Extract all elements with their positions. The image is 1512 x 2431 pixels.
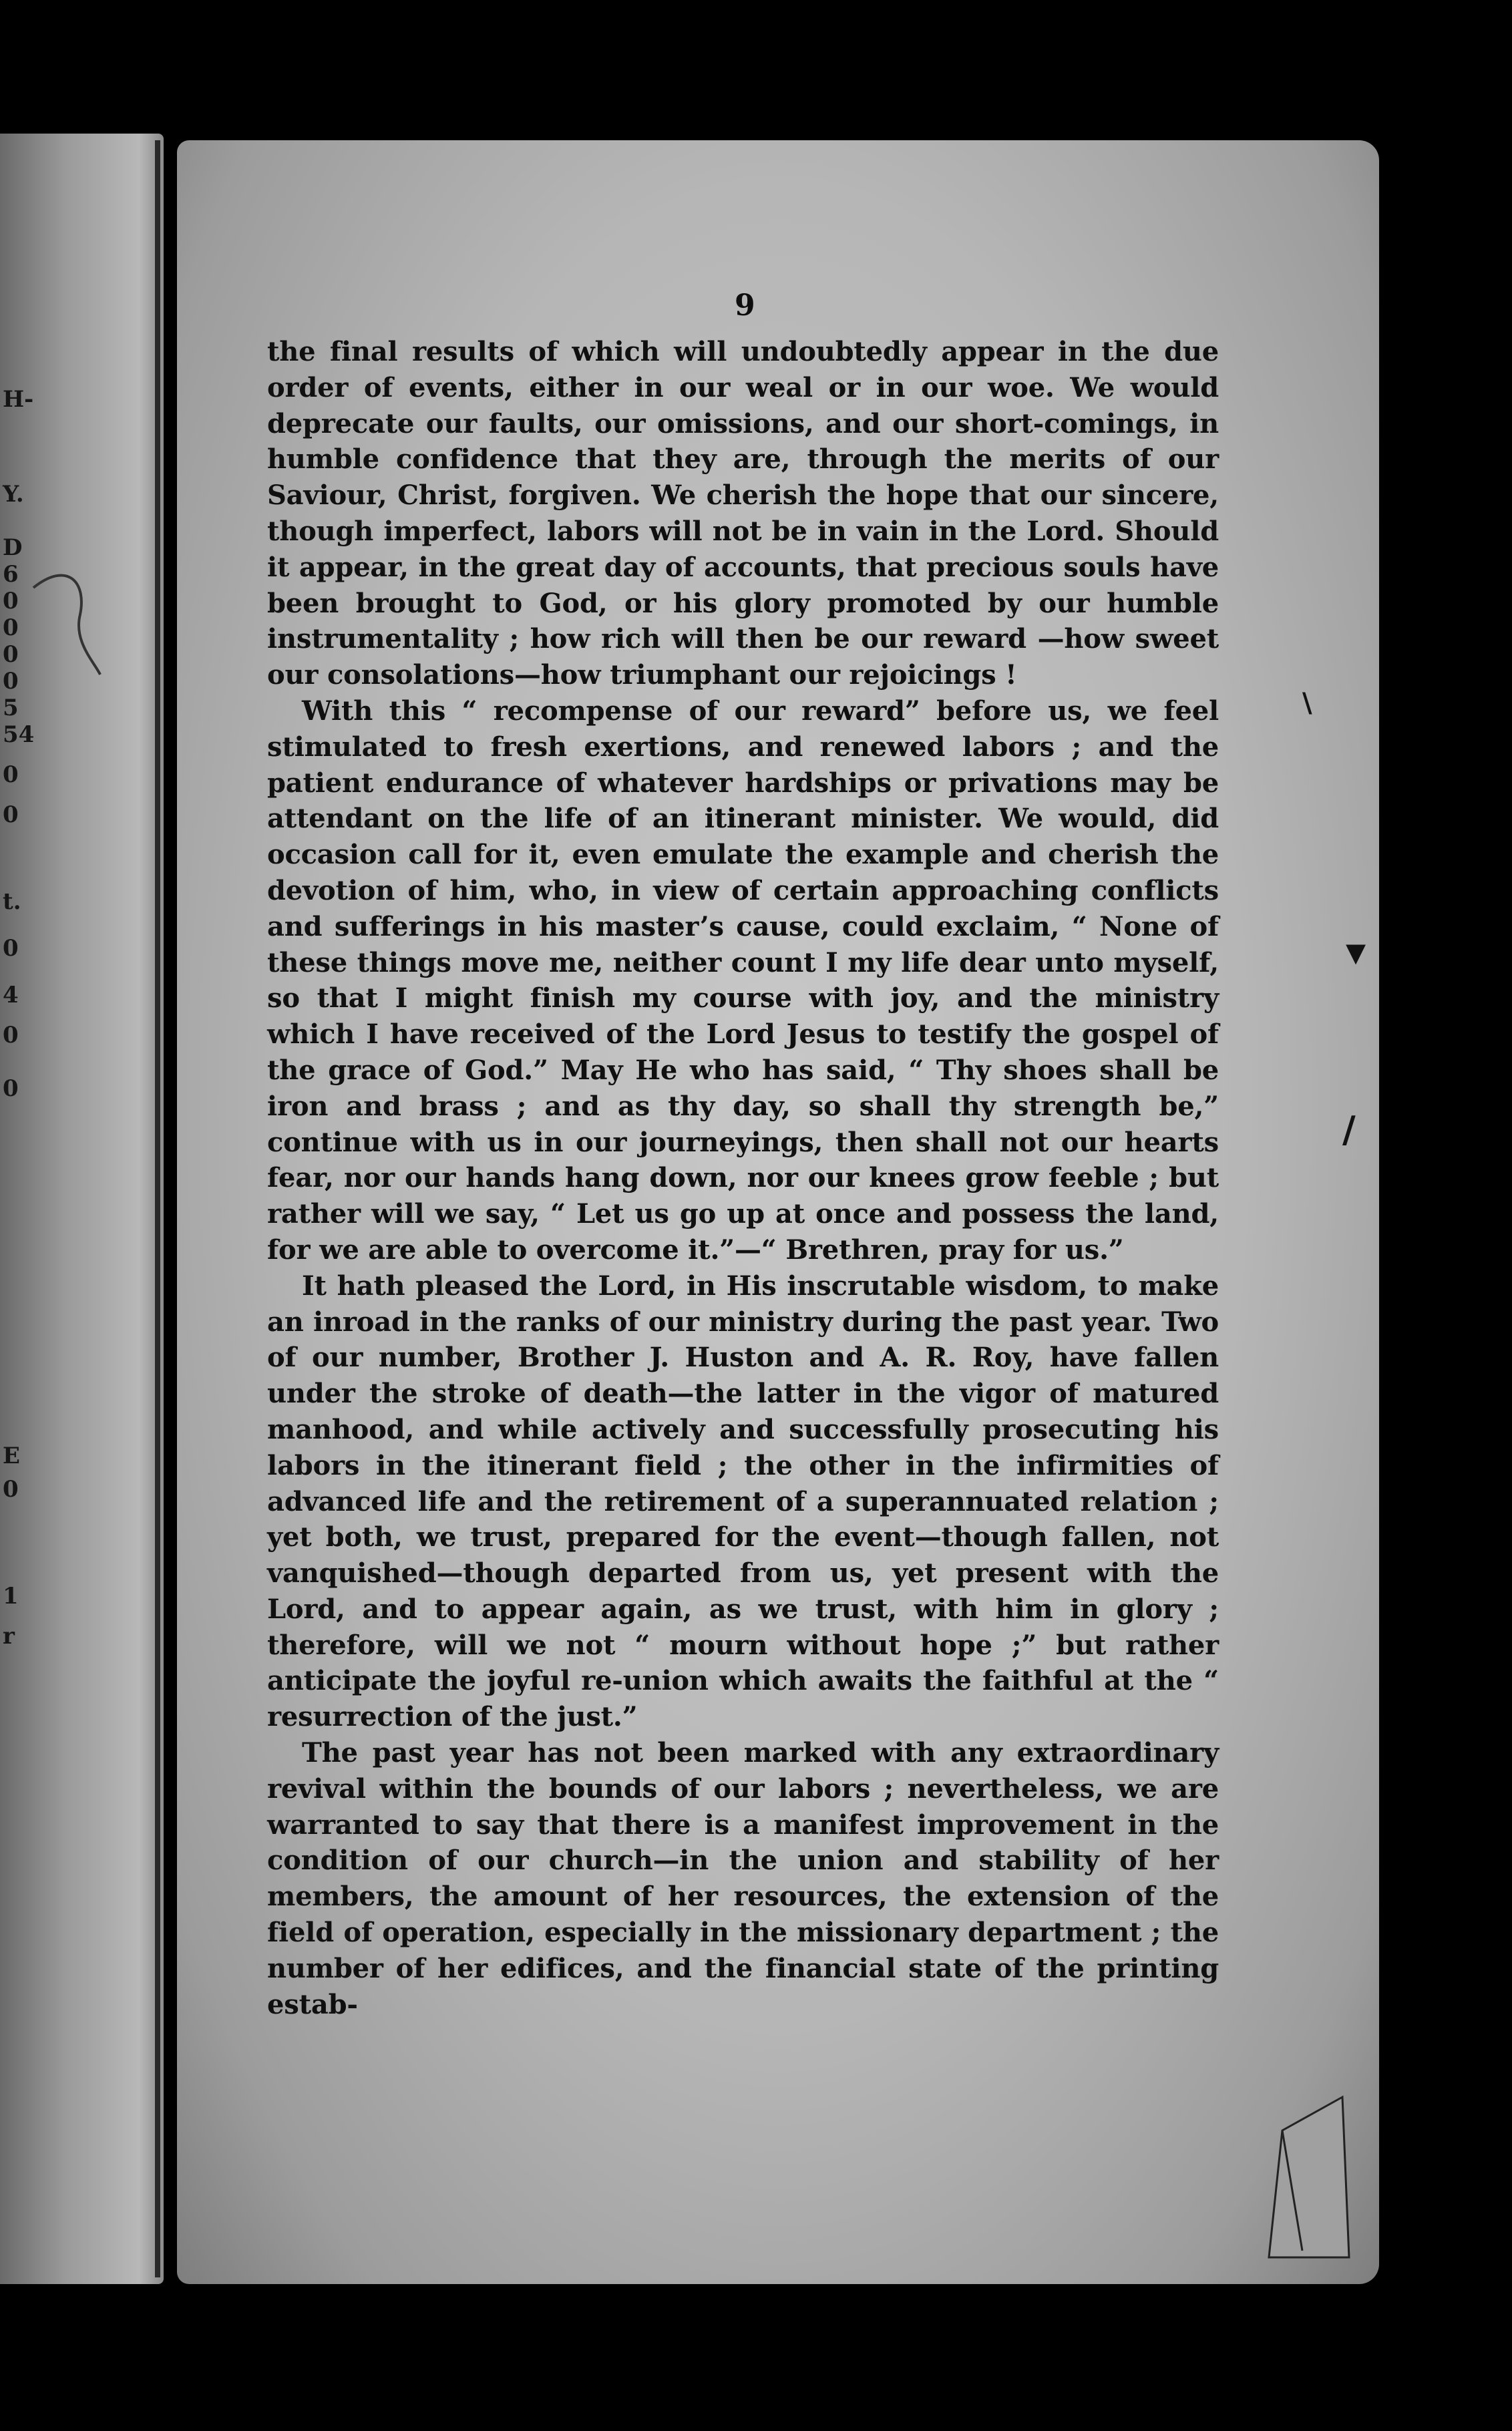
left-fragment: 0	[3, 641, 19, 668]
left-fragment: D	[3, 534, 23, 561]
left-fragment: 0	[3, 1022, 19, 1049]
page-number: 9	[735, 289, 755, 323]
pencil-mark	[27, 561, 107, 695]
left-page-fragments	[0, 134, 47, 2284]
left-fragment: 0	[3, 935, 19, 962]
left-fragment: 4	[3, 982, 19, 1008]
page-curl	[1262, 2090, 1356, 2264]
paragraph: With this “ recompense of our reward” before us, we feel stimulated to fresh exertions, and renewed labors ; and the patient endurance of whatever hardships or privations may be attendant on the life of an itinerant minister. We would, did occasion call for it, even emulate the example and cherish the devotion of him, who, in view of certain approaching conflicts and sufferings in his master’s cause, could exclaim, “ None of these things move me, neither count I my life dear unto myself, so that I might finish my course with joy, and the ministry which I have received of the Lord Jesus to testify the gospel of the grace of God.” May He who has said, “ Thy shoes shall be iron and brass ; and as thy day, so shall thy strength be,” continue with us in our journeyings, then shall not our hearts fear, nor our hands hang down, nor our knees grow feeble ; but rather will we say, “ Let us go up at once and possess the land, for we are able to overcome it.”—“ Brethren, pray for us.”	[267, 695, 1219, 1266]
left-fragment: 54	[3, 721, 35, 748]
left-fragment: 6	[3, 561, 19, 588]
left-fragment: 0	[3, 801, 19, 828]
left-fragment: 0	[3, 588, 19, 614]
left-fragment: 0	[3, 668, 19, 695]
left-fragment: E	[3, 1443, 20, 1469]
left-page-edge	[0, 134, 164, 2284]
left-fragment: H-	[3, 386, 34, 413]
margin-pencil-tick: \	[1302, 688, 1312, 719]
paragraph: It hath pleased the Lord, in His inscrutable wisdom, to make an inroad in the ranks of our ministry during the past year. Two of our number, Brother J. Huston and A. R. Roy, have fallen under the stroke of death—the latter in the vigor of matured manhood, and while actively and successfully prosecuting his labors in the itinerant field ; the other in the infirmities of advanced life and the retirement of a superannuated relation ; yet both, we trust, prepared for the event—though fallen, not vanquished—though departed from us, yet present with the Lord, and to appear again, as we trust, with him in glory ; therefore, will we not “ mourn without hope ;” but rather anticipate the joyful re-union which awaits the faithful at the “ resurrection of the just.”	[267, 1270, 1219, 1733]
left-fragment: 0	[3, 1075, 19, 1102]
left-fragment: 0	[3, 614, 19, 641]
gutter-line	[155, 140, 160, 2277]
margin-pencil-tick: /	[1342, 1109, 1356, 1151]
left-fragment: t.	[3, 888, 21, 915]
paragraph: the final results of which will undoubtedly appear in the due order of events, either in our weal or in our woe. We would deprecate our faults, our omissions, and our short-comings, in humble confidence that they are, through the merits of our Saviour, Christ, forgiven. We cherish the hope that our sincere, though imperfect, labors will not be in vain in the Lord. Should it appear, in the great day of accounts, that precious souls have been brought to God, or his glory promoted by our humble instrumentality ; how rich will then be our reward —how sweet our consolations—how triumphant our rejoicings !	[267, 336, 1219, 691]
paragraph: The past year has not been marked with any extraordinary revival within the bounds of our labors ; nevertheless, we are warranted to say that there is a manifest improvement in the condition of our church—in the union and stability of her members, the amount of her resources, the extension of the field of operation, especially in the missionary department ; the number of her edifices, and the financial state of the printing estab-	[267, 1737, 1219, 2020]
left-fragment: 5	[3, 695, 19, 721]
left-fragment: Y.	[3, 481, 24, 508]
margin-ink-mark: ▾	[1346, 928, 1366, 975]
left-fragment: 0	[3, 1476, 19, 1503]
left-fragment: r	[3, 1623, 15, 1650]
left-fragment: 1	[3, 1583, 19, 1610]
left-fragment: 0	[3, 761, 19, 788]
body-text	[267, 334, 1219, 2022]
